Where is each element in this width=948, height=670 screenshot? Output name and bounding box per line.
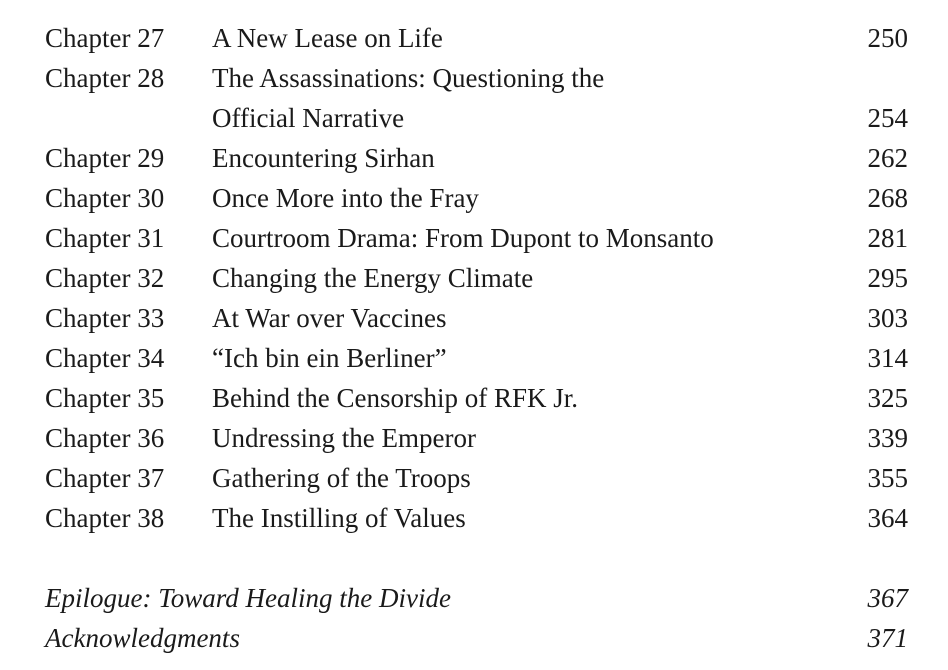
chapter-title: The Assassinations: Questioning the — [212, 63, 605, 93]
toc-entry-chapter-33[interactable] — [0, 298, 948, 338]
chapter-title: The Instilling of Values — [212, 503, 466, 533]
toc-entry-chapter-36[interactable] — [0, 418, 948, 458]
page-number: 262 — [867, 143, 908, 173]
backmatter-title: Epilogue: Toward Healing the Divide — [45, 583, 451, 613]
chapter-label: Chapter 29 — [45, 143, 165, 173]
chapter-label: Chapter 33 — [45, 303, 165, 333]
page-number: 268 — [867, 183, 908, 213]
toc-entry-chapter-28[interactable] — [0, 58, 948, 98]
chapter-label: Chapter 28 — [45, 63, 165, 93]
page-number: 250 — [867, 23, 908, 53]
backmatter-title: Acknowledgments — [45, 623, 240, 653]
page-number: 303 — [867, 303, 908, 333]
page-number: 371 — [867, 623, 908, 653]
toc-entry-chapter-31[interactable] — [0, 218, 948, 258]
page-number: 364 — [867, 503, 908, 533]
chapter-label: Chapter 27 — [45, 23, 165, 53]
chapter-label: Chapter 37 — [45, 463, 165, 493]
chapter-title: “Ich bin ein Berliner” — [212, 343, 447, 373]
chapter-label: Chapter 36 — [45, 423, 165, 453]
toc-entry-chapter-34[interactable] — [0, 338, 948, 378]
chapter-label: Chapter 35 — [45, 383, 165, 413]
chapter-label: Chapter 32 — [45, 263, 165, 293]
toc-entry-chapter-38[interactable] — [0, 498, 948, 538]
chapter-title-continued: Official Narrative — [212, 103, 405, 133]
toc-entry-chapter-29[interactable] — [0, 138, 948, 178]
page-number: 339 — [867, 423, 908, 453]
chapter-title: Courtroom Drama: From Dupont to Monsanto — [212, 223, 714, 253]
chapter-title: At War over Vaccines — [212, 303, 447, 333]
page-number: 281 — [867, 223, 908, 253]
toc-entry-chapter-37[interactable] — [0, 458, 948, 498]
page-number: 325 — [867, 383, 908, 413]
chapter-title: Changing the Energy Climate — [212, 263, 534, 293]
toc-entry-chapter-30[interactable] — [0, 178, 948, 218]
chapter-title: A New Lease on Life — [212, 23, 443, 53]
chapter-label: Chapter 31 — [45, 223, 165, 253]
chapter-title: Gathering of the Troops — [212, 463, 471, 493]
chapter-title: Once More into the Fray — [212, 183, 479, 213]
chapter-label: Chapter 38 — [45, 503, 165, 533]
chapter-label: Chapter 34 — [45, 343, 165, 373]
page-number: 355 — [867, 463, 908, 493]
toc-entry-epilogue[interactable] — [0, 578, 948, 618]
page-number: 367 — [867, 583, 908, 613]
toc-entry-chapter-27[interactable] — [0, 18, 948, 58]
page-number: 254 — [867, 103, 908, 133]
chapter-title: Encountering Sirhan — [212, 143, 435, 173]
toc-entry-acknowledgments[interactable] — [0, 618, 948, 658]
chapter-label: Chapter 30 — [45, 183, 165, 213]
toc-entry-chapter-28-continued[interactable] — [0, 98, 948, 138]
toc-entry-chapter-32[interactable] — [0, 258, 948, 298]
section-spacer — [0, 538, 948, 578]
page-number: 314 — [867, 343, 908, 373]
chapter-title: Behind the Censorship of RFK Jr. — [212, 383, 579, 413]
toc-entry-chapter-35[interactable] — [0, 378, 948, 418]
page-number: 295 — [867, 263, 908, 293]
chapter-title: Undressing the Emperor — [212, 423, 476, 453]
